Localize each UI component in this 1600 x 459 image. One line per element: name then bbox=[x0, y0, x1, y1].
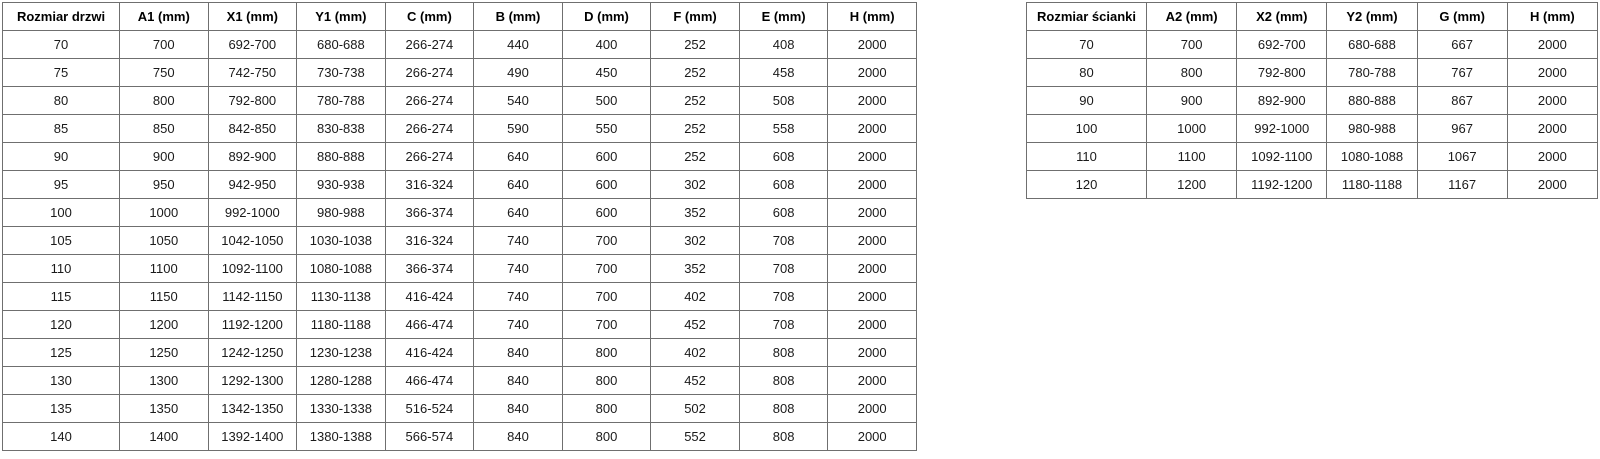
table-cell: 450 bbox=[562, 59, 651, 87]
table-row bbox=[1027, 115, 1598, 143]
table-cell: 416-424 bbox=[385, 339, 474, 367]
table-cell: 2000 bbox=[828, 255, 917, 283]
table-cell: 1080-1088 bbox=[297, 255, 386, 283]
table-cell: 2000 bbox=[1507, 31, 1597, 59]
table-cell: 900 bbox=[120, 143, 209, 171]
table-cell: 302 bbox=[651, 171, 740, 199]
table-cell: 1130-1138 bbox=[297, 283, 386, 311]
table-cell: 2000 bbox=[828, 311, 917, 339]
table-cell: 730-738 bbox=[297, 59, 386, 87]
table-row bbox=[1027, 87, 1598, 115]
column-header: Y1 (mm) bbox=[297, 3, 386, 31]
table-cell: 700 bbox=[562, 311, 651, 339]
table-cell: 800 bbox=[562, 395, 651, 423]
table-cell: 640 bbox=[474, 171, 563, 199]
table-cell: 452 bbox=[651, 367, 740, 395]
table-row bbox=[3, 59, 917, 87]
table-row bbox=[1027, 171, 1598, 199]
table-cell: 366-374 bbox=[385, 255, 474, 283]
table-cell: 500 bbox=[562, 87, 651, 115]
table-cell: 366-374 bbox=[385, 199, 474, 227]
table-cell: 900 bbox=[1147, 87, 1237, 115]
table-cell: 266-274 bbox=[385, 87, 474, 115]
table-cell: 2000 bbox=[828, 115, 917, 143]
column-header: H (mm) bbox=[828, 3, 917, 31]
table-cell: 892-900 bbox=[1237, 87, 1327, 115]
column-header: Rozmiar drzwi bbox=[3, 3, 120, 31]
table-row bbox=[3, 255, 917, 283]
table-cell: 2000 bbox=[828, 199, 917, 227]
table-cell: 352 bbox=[651, 255, 740, 283]
table-cell: 2000 bbox=[1507, 171, 1597, 199]
column-header: X2 (mm) bbox=[1237, 3, 1327, 31]
column-header: C (mm) bbox=[385, 3, 474, 31]
table-cell: 600 bbox=[562, 199, 651, 227]
table-cell: 740 bbox=[474, 311, 563, 339]
table-cell: 1192-1200 bbox=[208, 311, 297, 339]
wall-table-header-row bbox=[1027, 3, 1598, 31]
table-cell: 440 bbox=[474, 31, 563, 59]
column-header: B (mm) bbox=[474, 3, 563, 31]
table-row bbox=[3, 143, 917, 171]
table-cell: 792-800 bbox=[208, 87, 297, 115]
table-cell: 352 bbox=[651, 199, 740, 227]
table-cell: 552 bbox=[651, 423, 740, 451]
column-header: A1 (mm) bbox=[120, 3, 209, 31]
table-cell: 1192-1200 bbox=[1237, 171, 1327, 199]
table-cell: 680-688 bbox=[1327, 31, 1417, 59]
table-cell: 302 bbox=[651, 227, 740, 255]
table-cell: 692-700 bbox=[208, 31, 297, 59]
column-header: H (mm) bbox=[1507, 3, 1597, 31]
table-cell: 516-524 bbox=[385, 395, 474, 423]
table-cell: 1180-1188 bbox=[1327, 171, 1417, 199]
table-cell: 2000 bbox=[1507, 87, 1597, 115]
table-row bbox=[1027, 59, 1598, 87]
table-cell: 140 bbox=[3, 423, 120, 451]
table-cell: 1180-1188 bbox=[297, 311, 386, 339]
table-cell: 120 bbox=[1027, 171, 1147, 199]
table-cell: 2000 bbox=[1507, 59, 1597, 87]
table-cell: 1380-1388 bbox=[297, 423, 386, 451]
table-cell: 466-474 bbox=[385, 367, 474, 395]
table-cell: 892-900 bbox=[208, 143, 297, 171]
table-cell: 100 bbox=[1027, 115, 1147, 143]
table-cell: 600 bbox=[562, 143, 651, 171]
table-cell: 800 bbox=[562, 423, 651, 451]
table-cell: 1292-1300 bbox=[208, 367, 297, 395]
table-cell: 800 bbox=[120, 87, 209, 115]
table-row bbox=[3, 115, 917, 143]
table-cell: 2000 bbox=[828, 59, 917, 87]
wall-table-body bbox=[1027, 31, 1598, 199]
table-cell: 700 bbox=[562, 283, 651, 311]
table-cell: 800 bbox=[562, 339, 651, 367]
table-cell: 1250 bbox=[120, 339, 209, 367]
table-cell: 1342-1350 bbox=[208, 395, 297, 423]
table-cell: 2000 bbox=[828, 143, 917, 171]
table-cell: 800 bbox=[562, 367, 651, 395]
table-cell: 1350 bbox=[120, 395, 209, 423]
table-row bbox=[3, 339, 917, 367]
table-cell: 110 bbox=[3, 255, 120, 283]
table-cell: 130 bbox=[3, 367, 120, 395]
door-table-body bbox=[3, 31, 917, 451]
table-row bbox=[3, 199, 917, 227]
column-header: D (mm) bbox=[562, 3, 651, 31]
table-cell: 700 bbox=[1147, 31, 1237, 59]
table-cell: 90 bbox=[3, 143, 120, 171]
table-cell: 1200 bbox=[120, 311, 209, 339]
table-cell: 2000 bbox=[1507, 143, 1597, 171]
table-cell: 70 bbox=[1027, 31, 1147, 59]
table-cell: 700 bbox=[562, 255, 651, 283]
table-row bbox=[3, 31, 917, 59]
table-cell: 780-788 bbox=[297, 87, 386, 115]
table-cell: 1042-1050 bbox=[208, 227, 297, 255]
column-header: Y2 (mm) bbox=[1327, 3, 1417, 31]
table-cell: 842-850 bbox=[208, 115, 297, 143]
table-cell: 85 bbox=[3, 115, 120, 143]
table-cell: 1142-1150 bbox=[208, 283, 297, 311]
table-cell: 1100 bbox=[1147, 143, 1237, 171]
table-cell: 608 bbox=[739, 199, 828, 227]
table-cell: 90 bbox=[1027, 87, 1147, 115]
table-row bbox=[3, 87, 917, 115]
table-cell: 458 bbox=[739, 59, 828, 87]
table-cell: 2000 bbox=[828, 339, 917, 367]
table-cell: 1330-1338 bbox=[297, 395, 386, 423]
table-cell: 75 bbox=[3, 59, 120, 87]
table-cell: 1000 bbox=[1147, 115, 1237, 143]
table-cell: 1230-1238 bbox=[297, 339, 386, 367]
table-row bbox=[3, 171, 917, 199]
table-cell: 667 bbox=[1417, 31, 1507, 59]
table-cell: 708 bbox=[739, 227, 828, 255]
table-cell: 2000 bbox=[828, 31, 917, 59]
table-cell: 1167 bbox=[1417, 171, 1507, 199]
table-cell: 640 bbox=[474, 143, 563, 171]
table-cell: 608 bbox=[739, 171, 828, 199]
table-cell: 266-274 bbox=[385, 143, 474, 171]
table-cell: 70 bbox=[3, 31, 120, 59]
table-cell: 490 bbox=[474, 59, 563, 87]
table-cell: 708 bbox=[739, 255, 828, 283]
table-cell: 880-888 bbox=[1327, 87, 1417, 115]
wall-dimensions-table bbox=[1026, 2, 1598, 199]
table-cell: 808 bbox=[739, 367, 828, 395]
table-cell: 708 bbox=[739, 311, 828, 339]
table-cell: 402 bbox=[651, 339, 740, 367]
column-header: A2 (mm) bbox=[1147, 3, 1237, 31]
column-header: E (mm) bbox=[739, 3, 828, 31]
table-cell: 2000 bbox=[828, 367, 917, 395]
table-cell: 700 bbox=[562, 227, 651, 255]
column-header: X1 (mm) bbox=[208, 3, 297, 31]
table-cell: 808 bbox=[739, 395, 828, 423]
table-cell: 80 bbox=[3, 87, 120, 115]
table-cell: 967 bbox=[1417, 115, 1507, 143]
table-cell: 252 bbox=[651, 115, 740, 143]
table-row bbox=[3, 227, 917, 255]
table-cell: 2000 bbox=[828, 227, 917, 255]
table-cell: 2000 bbox=[1507, 115, 1597, 143]
table-cell: 402 bbox=[651, 283, 740, 311]
table-cell: 416-424 bbox=[385, 283, 474, 311]
table-row bbox=[3, 311, 917, 339]
table-cell: 1050 bbox=[120, 227, 209, 255]
table-cell: 930-938 bbox=[297, 171, 386, 199]
table-cell: 792-800 bbox=[1237, 59, 1327, 87]
table-cell: 400 bbox=[562, 31, 651, 59]
table-cell: 1300 bbox=[120, 367, 209, 395]
table-cell: 2000 bbox=[828, 395, 917, 423]
table-cell: 942-950 bbox=[208, 171, 297, 199]
table-cell: 540 bbox=[474, 87, 563, 115]
table-cell: 100 bbox=[3, 199, 120, 227]
table-row bbox=[3, 423, 917, 451]
table-cell: 767 bbox=[1417, 59, 1507, 87]
column-header: Rozmiar ścianki bbox=[1027, 3, 1147, 31]
table-cell: 1242-1250 bbox=[208, 339, 297, 367]
table-cell: 1280-1288 bbox=[297, 367, 386, 395]
table-cell: 558 bbox=[739, 115, 828, 143]
table-cell: 840 bbox=[474, 395, 563, 423]
door-table-header-row bbox=[3, 3, 917, 31]
table-cell: 95 bbox=[3, 171, 120, 199]
table-cell: 105 bbox=[3, 227, 120, 255]
table-cell: 2000 bbox=[828, 423, 917, 451]
table-cell: 252 bbox=[651, 143, 740, 171]
table-cell: 80 bbox=[1027, 59, 1147, 87]
table-cell: 252 bbox=[651, 31, 740, 59]
table-cell: 408 bbox=[739, 31, 828, 59]
table-cell: 266-274 bbox=[385, 59, 474, 87]
column-header: G (mm) bbox=[1417, 3, 1507, 31]
table-row bbox=[1027, 143, 1598, 171]
table-cell: 316-324 bbox=[385, 171, 474, 199]
table-cell: 1200 bbox=[1147, 171, 1237, 199]
table-cell: 740 bbox=[474, 227, 563, 255]
table-cell: 692-700 bbox=[1237, 31, 1327, 59]
table-cell: 980-988 bbox=[297, 199, 386, 227]
table-cell: 502 bbox=[651, 395, 740, 423]
table-cell: 742-750 bbox=[208, 59, 297, 87]
table-cell: 1000 bbox=[120, 199, 209, 227]
table-cell: 452 bbox=[651, 311, 740, 339]
table-cell: 950 bbox=[120, 171, 209, 199]
table-cell: 590 bbox=[474, 115, 563, 143]
table-cell: 850 bbox=[120, 115, 209, 143]
table-cell: 992-1000 bbox=[1237, 115, 1327, 143]
table-cell: 780-788 bbox=[1327, 59, 1417, 87]
table-cell: 1092-1100 bbox=[1237, 143, 1327, 171]
table-row bbox=[3, 283, 917, 311]
table-cell: 840 bbox=[474, 423, 563, 451]
table-cell: 808 bbox=[739, 423, 828, 451]
table-cell: 252 bbox=[651, 87, 740, 115]
table-cell: 1392-1400 bbox=[208, 423, 297, 451]
table-cell: 640 bbox=[474, 199, 563, 227]
table-cell: 466-474 bbox=[385, 311, 474, 339]
table-cell: 600 bbox=[562, 171, 651, 199]
table-cell: 2000 bbox=[828, 283, 917, 311]
table-cell: 2000 bbox=[828, 87, 917, 115]
table-cell: 1400 bbox=[120, 423, 209, 451]
table-cell: 608 bbox=[739, 143, 828, 171]
table-cell: 1067 bbox=[1417, 143, 1507, 171]
table-cell: 808 bbox=[739, 339, 828, 367]
table-cell: 508 bbox=[739, 87, 828, 115]
table-cell: 680-688 bbox=[297, 31, 386, 59]
table-cell: 316-324 bbox=[385, 227, 474, 255]
table-cell: 1092-1100 bbox=[208, 255, 297, 283]
table-cell: 1150 bbox=[120, 283, 209, 311]
door-dimensions-table bbox=[2, 2, 917, 451]
table-cell: 566-574 bbox=[385, 423, 474, 451]
table-cell: 992-1000 bbox=[208, 199, 297, 227]
table-cell: 266-274 bbox=[385, 115, 474, 143]
table-row bbox=[1027, 31, 1598, 59]
table-cell: 880-888 bbox=[297, 143, 386, 171]
table-cell: 840 bbox=[474, 339, 563, 367]
table-cell: 266-274 bbox=[385, 31, 474, 59]
table-cell: 125 bbox=[3, 339, 120, 367]
table-cell: 830-838 bbox=[297, 115, 386, 143]
table-cell: 750 bbox=[120, 59, 209, 87]
table-cell: 252 bbox=[651, 59, 740, 87]
table-cell: 700 bbox=[120, 31, 209, 59]
table-cell: 800 bbox=[1147, 59, 1237, 87]
table-cell: 2000 bbox=[828, 171, 917, 199]
table-cell: 867 bbox=[1417, 87, 1507, 115]
table-cell: 740 bbox=[474, 255, 563, 283]
table-cell: 708 bbox=[739, 283, 828, 311]
table-cell: 115 bbox=[3, 283, 120, 311]
table-cell: 840 bbox=[474, 367, 563, 395]
table-cell: 1030-1038 bbox=[297, 227, 386, 255]
table-cell: 135 bbox=[3, 395, 120, 423]
table-cell: 740 bbox=[474, 283, 563, 311]
table-cell: 550 bbox=[562, 115, 651, 143]
column-header: F (mm) bbox=[651, 3, 740, 31]
table-cell: 1080-1088 bbox=[1327, 143, 1417, 171]
table-row bbox=[3, 367, 917, 395]
table-cell: 120 bbox=[3, 311, 120, 339]
table-cell: 980-988 bbox=[1327, 115, 1417, 143]
table-cell: 1100 bbox=[120, 255, 209, 283]
table-cell: 110 bbox=[1027, 143, 1147, 171]
table-row bbox=[3, 395, 917, 423]
